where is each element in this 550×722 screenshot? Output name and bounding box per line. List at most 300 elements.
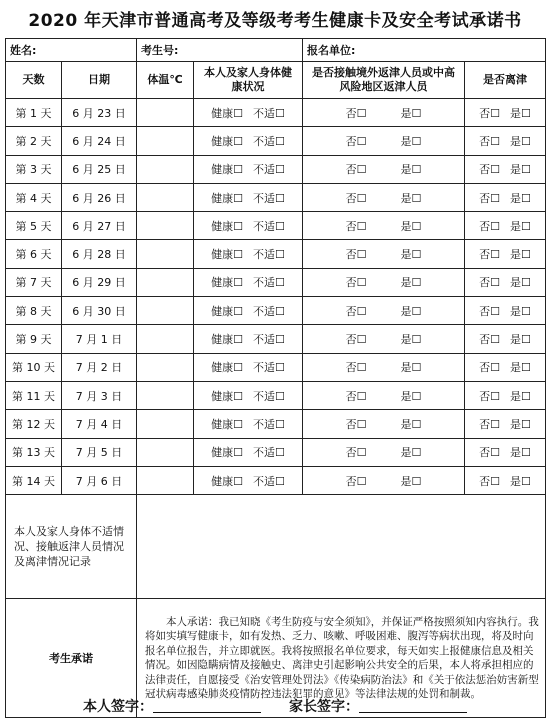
contact-no-option-label: 否 bbox=[345, 106, 357, 120]
checkbox-icon[interactable]: ☐ bbox=[490, 361, 500, 375]
healthy-option[interactable] bbox=[211, 303, 243, 319]
checkbox-icon[interactable]: ☐ bbox=[275, 276, 285, 290]
checkbox-icon[interactable]: ☐ bbox=[521, 333, 531, 347]
contact-yes-option-label: 是 bbox=[400, 304, 412, 318]
contact-yes-option[interactable] bbox=[401, 303, 422, 319]
checkbox-icon[interactable]: ☐ bbox=[233, 361, 243, 375]
temperature-cell[interactable] bbox=[137, 127, 194, 155]
parent-signature-line[interactable] bbox=[359, 712, 467, 713]
contact-no-option[interactable] bbox=[346, 444, 367, 460]
checkbox-icon[interactable]: ☐ bbox=[356, 474, 367, 488]
checkbox-icon[interactable]: ☐ bbox=[356, 191, 367, 205]
checkbox-icon[interactable]: ☐ bbox=[411, 219, 422, 233]
leave-no-option-label: 否 bbox=[479, 163, 491, 177]
healthy-option-label: 健康 bbox=[211, 219, 234, 233]
record-input-cell[interactable] bbox=[137, 495, 546, 599]
unwell-option[interactable] bbox=[253, 303, 285, 319]
contact-cell bbox=[303, 155, 465, 183]
healthy-option[interactable] bbox=[211, 161, 243, 177]
contact-no-option[interactable] bbox=[346, 331, 367, 347]
checkbox-icon[interactable]: ☐ bbox=[233, 446, 243, 460]
checkbox-icon[interactable]: ☐ bbox=[356, 163, 367, 177]
unwell-option-label: 不适 bbox=[253, 417, 275, 431]
contact-yes-option-label: 是 bbox=[400, 333, 412, 347]
date-cell: 6 月 24 日 bbox=[62, 127, 137, 155]
checkbox-icon[interactable]: ☐ bbox=[275, 191, 285, 205]
self-signature-line[interactable] bbox=[153, 712, 261, 713]
checkbox-icon[interactable]: ☐ bbox=[521, 163, 531, 177]
contact-no-option[interactable] bbox=[346, 274, 367, 290]
unwell-option-label: 不适 bbox=[253, 474, 275, 488]
contact-no-option[interactable] bbox=[346, 473, 367, 489]
leave-cell bbox=[465, 268, 546, 296]
leave-cell bbox=[465, 466, 546, 494]
contact-yes-option[interactable] bbox=[401, 218, 422, 234]
leave-no-option-label: 否 bbox=[479, 219, 491, 233]
leave-no-option[interactable] bbox=[479, 161, 500, 177]
checkbox-icon[interactable]: ☐ bbox=[490, 446, 500, 460]
checkbox-icon[interactable]: ☐ bbox=[490, 191, 500, 205]
leave-no-option-label: 否 bbox=[479, 304, 491, 318]
unwell-option-label: 不适 bbox=[253, 361, 275, 375]
exam-number-label: 考生号: bbox=[141, 44, 179, 57]
checkbox-icon[interactable]: ☐ bbox=[521, 474, 531, 488]
health-cell bbox=[194, 240, 303, 268]
leave-yes-option[interactable] bbox=[510, 218, 531, 234]
contact-yes-option-label: 是 bbox=[400, 106, 412, 120]
leave-yes-option-label: 是 bbox=[510, 417, 521, 431]
unwell-option-label: 不适 bbox=[253, 134, 275, 148]
temperature-cell[interactable] bbox=[137, 410, 194, 438]
contact-cell bbox=[303, 99, 465, 127]
checkbox-icon[interactable]: ☐ bbox=[233, 248, 243, 262]
contact-cell bbox=[303, 297, 465, 325]
checkbox-icon[interactable]: ☐ bbox=[275, 248, 285, 262]
healthy-option[interactable] bbox=[211, 105, 243, 121]
leave-no-option[interactable] bbox=[479, 274, 500, 290]
day-cell: 第 8 天 bbox=[6, 297, 62, 325]
day-cell: 第 13 天 bbox=[6, 438, 62, 466]
leave-no-option-label: 否 bbox=[479, 417, 491, 431]
healthy-option-label: 健康 bbox=[211, 276, 234, 290]
leave-yes-option[interactable] bbox=[510, 190, 531, 206]
name-label: 姓名: bbox=[10, 44, 37, 57]
checkbox-icon[interactable]: ☐ bbox=[521, 446, 531, 460]
contact-no-option-label: 否 bbox=[345, 446, 357, 460]
checkbox-icon[interactable]: ☐ bbox=[521, 276, 531, 290]
leave-yes-option[interactable] bbox=[510, 331, 531, 347]
table-row bbox=[6, 127, 546, 155]
contact-no-option-label: 否 bbox=[345, 333, 357, 347]
temperature-cell[interactable] bbox=[137, 297, 194, 325]
leave-no-option[interactable] bbox=[479, 359, 500, 375]
checkbox-icon[interactable]: ☐ bbox=[356, 134, 367, 148]
checkbox-icon[interactable]: ☐ bbox=[275, 163, 285, 177]
checkbox-icon[interactable]: ☐ bbox=[356, 361, 367, 375]
day-cell: 第 9 天 bbox=[6, 325, 62, 353]
leave-yes-option[interactable] bbox=[510, 416, 531, 432]
unwell-option[interactable] bbox=[253, 218, 285, 234]
leave-yes-option-label: 是 bbox=[510, 248, 521, 262]
healthy-option[interactable] bbox=[211, 274, 243, 290]
healthy-option-label: 健康 bbox=[211, 333, 234, 347]
checkbox-icon[interactable]: ☐ bbox=[490, 276, 500, 290]
checkbox-icon[interactable]: ☐ bbox=[411, 134, 422, 148]
checkbox-icon[interactable]: ☐ bbox=[411, 304, 422, 318]
contact-yes-option-label: 是 bbox=[400, 219, 412, 233]
healthy-option[interactable] bbox=[211, 133, 243, 149]
temperature-cell[interactable] bbox=[137, 325, 194, 353]
leave-no-option-label: 否 bbox=[479, 276, 491, 290]
checkbox-icon[interactable]: ☐ bbox=[275, 219, 285, 233]
temperature-cell[interactable] bbox=[137, 268, 194, 296]
healthy-option[interactable] bbox=[211, 388, 243, 404]
healthy-option-label: 健康 bbox=[211, 304, 234, 318]
checkbox-icon[interactable]: ☐ bbox=[411, 446, 422, 460]
contact-no-option-label: 否 bbox=[345, 248, 357, 262]
header-contact bbox=[303, 62, 465, 99]
contact-no-option[interactable] bbox=[346, 218, 367, 234]
checkbox-icon[interactable]: ☐ bbox=[356, 248, 367, 262]
checkbox-icon[interactable]: ☐ bbox=[233, 276, 243, 290]
healthy-option[interactable] bbox=[211, 416, 243, 432]
checkbox-icon[interactable]: ☐ bbox=[521, 361, 531, 375]
checkbox-icon[interactable]: ☐ bbox=[411, 248, 422, 262]
healthy-option-label: 健康 bbox=[211, 106, 234, 120]
header-day: 天数 bbox=[6, 62, 62, 99]
temperature-cell[interactable] bbox=[137, 438, 194, 466]
temperature-cell[interactable] bbox=[137, 353, 194, 381]
leave-yes-option-label: 是 bbox=[510, 276, 521, 290]
checkbox-icon[interactable]: ☐ bbox=[275, 106, 285, 120]
leave-yes-option-label: 是 bbox=[510, 446, 521, 460]
health-card-table bbox=[5, 38, 546, 718]
checkbox-icon[interactable]: ☐ bbox=[356, 333, 367, 347]
leave-no-option[interactable] bbox=[479, 388, 500, 404]
contact-yes-option-label: 是 bbox=[400, 163, 412, 177]
healthy-option[interactable] bbox=[211, 359, 243, 375]
contact-yes-option-label: 是 bbox=[400, 417, 412, 431]
leave-yes-option[interactable] bbox=[510, 246, 531, 262]
leave-yes-option[interactable] bbox=[510, 303, 531, 319]
checkbox-icon[interactable]: ☐ bbox=[490, 474, 500, 488]
leave-yes-option[interactable] bbox=[510, 473, 531, 489]
registration-unit-field[interactable] bbox=[303, 39, 546, 62]
contact-no-option-label: 否 bbox=[345, 361, 357, 375]
checkbox-icon[interactable]: ☐ bbox=[411, 106, 422, 120]
healthy-option-label: 健康 bbox=[211, 248, 234, 262]
contact-no-option[interactable] bbox=[346, 105, 367, 121]
healthy-option-label: 健康 bbox=[211, 417, 234, 431]
contact-no-option[interactable] bbox=[346, 161, 367, 177]
unwell-option[interactable] bbox=[253, 161, 285, 177]
day-cell: 第 2 天 bbox=[6, 127, 62, 155]
unwell-option[interactable] bbox=[253, 444, 285, 460]
leave-yes-option-label: 是 bbox=[510, 333, 521, 347]
leave-cell bbox=[465, 212, 546, 240]
contact-yes-option[interactable] bbox=[401, 416, 422, 432]
healthy-option-label: 健康 bbox=[211, 191, 234, 205]
contact-cell bbox=[303, 353, 465, 381]
checkbox-icon[interactable]: ☐ bbox=[490, 248, 500, 262]
leave-no-option[interactable] bbox=[479, 105, 500, 121]
contact-no-option[interactable] bbox=[346, 359, 367, 375]
contact-yes-option[interactable] bbox=[401, 161, 422, 177]
contact-yes-option[interactable] bbox=[401, 190, 422, 206]
contact-no-option-label: 否 bbox=[345, 304, 357, 318]
table-row bbox=[6, 353, 546, 381]
header-date: 日期 bbox=[62, 62, 137, 99]
checkbox-icon[interactable]: ☐ bbox=[233, 417, 243, 431]
health-cell bbox=[194, 297, 303, 325]
unwell-option[interactable] bbox=[253, 274, 285, 290]
checkbox-icon[interactable]: ☐ bbox=[356, 106, 367, 120]
date-cell: 6 月 23 日 bbox=[62, 99, 137, 127]
contact-no-option-label: 否 bbox=[345, 134, 357, 148]
unwell-option[interactable] bbox=[253, 133, 285, 149]
contact-yes-option-label: 是 bbox=[400, 361, 412, 375]
healthy-option[interactable] bbox=[211, 218, 243, 234]
health-cell bbox=[194, 212, 303, 240]
temperature-cell[interactable] bbox=[137, 155, 194, 183]
leave-no-option[interactable] bbox=[479, 331, 500, 347]
leave-no-option[interactable] bbox=[479, 133, 500, 149]
checkbox-icon[interactable]: ☐ bbox=[411, 276, 422, 290]
contact-no-option[interactable] bbox=[346, 388, 367, 404]
checkbox-icon[interactable]: ☐ bbox=[233, 389, 243, 403]
checkbox-icon[interactable]: ☐ bbox=[233, 333, 243, 347]
leave-yes-option[interactable] bbox=[510, 388, 531, 404]
checkbox-icon[interactable]: ☐ bbox=[275, 361, 285, 375]
leave-cell bbox=[465, 325, 546, 353]
healthy-option[interactable] bbox=[211, 473, 243, 489]
checkbox-icon[interactable]: ☐ bbox=[521, 389, 531, 403]
checkbox-icon[interactable]: ☐ bbox=[275, 474, 285, 488]
checkbox-icon[interactable]: ☐ bbox=[490, 106, 500, 120]
checkbox-icon[interactable]: ☐ bbox=[233, 474, 243, 488]
checkbox-icon[interactable]: ☐ bbox=[521, 304, 531, 318]
contact-no-option[interactable] bbox=[346, 190, 367, 206]
leave-yes-option-label: 是 bbox=[510, 219, 521, 233]
checkbox-icon[interactable]: ☐ bbox=[411, 163, 422, 177]
checkbox-icon[interactable]: ☐ bbox=[275, 304, 285, 318]
checkbox-icon[interactable]: ☐ bbox=[411, 361, 422, 375]
checkbox-icon[interactable]: ☐ bbox=[356, 389, 367, 403]
leave-yes-option[interactable] bbox=[510, 161, 531, 177]
checkbox-icon[interactable]: ☐ bbox=[490, 134, 500, 148]
checkbox-icon[interactable]: ☐ bbox=[356, 417, 367, 431]
healthy-option[interactable] bbox=[211, 444, 243, 460]
contact-cell bbox=[303, 438, 465, 466]
leave-no-option[interactable] bbox=[479, 473, 500, 489]
checkbox-icon[interactable]: ☐ bbox=[411, 333, 422, 347]
temperature-cell[interactable] bbox=[137, 99, 194, 127]
checkbox-icon[interactable]: ☐ bbox=[233, 134, 243, 148]
temperature-cell[interactable] bbox=[137, 212, 194, 240]
contact-yes-option[interactable] bbox=[401, 388, 422, 404]
contact-yes-option-label: 是 bbox=[400, 276, 412, 290]
unwell-option[interactable] bbox=[253, 359, 285, 375]
leave-no-option[interactable] bbox=[479, 190, 500, 206]
leave-yes-option[interactable] bbox=[510, 359, 531, 375]
header-health-text: 本人及家人身体健康状况 bbox=[204, 66, 292, 93]
header-contact-text: 是否接触境外返津人员或中高风险地区返津人员 bbox=[312, 66, 455, 93]
checkbox-icon[interactable]: ☐ bbox=[490, 417, 500, 431]
temperature-cell[interactable] bbox=[137, 240, 194, 268]
contact-yes-option-label: 是 bbox=[400, 191, 412, 205]
leave-cell bbox=[465, 438, 546, 466]
leave-yes-option-label: 是 bbox=[510, 163, 521, 177]
unwell-option[interactable] bbox=[253, 388, 285, 404]
contact-yes-option[interactable] bbox=[401, 246, 422, 262]
leave-no-option-label: 否 bbox=[479, 446, 491, 460]
unwell-option[interactable] bbox=[253, 246, 285, 262]
healthy-option[interactable] bbox=[211, 190, 243, 206]
leave-cell bbox=[465, 155, 546, 183]
checkbox-icon[interactable]: ☐ bbox=[356, 276, 367, 290]
checkbox-icon[interactable]: ☐ bbox=[275, 446, 285, 460]
leave-no-option[interactable] bbox=[479, 444, 500, 460]
contact-yes-option[interactable] bbox=[401, 133, 422, 149]
checkbox-icon[interactable]: ☐ bbox=[490, 333, 500, 347]
unwell-option-label: 不适 bbox=[253, 333, 275, 347]
health-cell bbox=[194, 466, 303, 494]
header-temperature: 体温℃ bbox=[137, 62, 194, 99]
checkbox-icon[interactable]: ☐ bbox=[275, 417, 285, 431]
leave-yes-option-label: 是 bbox=[510, 389, 521, 403]
health-cell bbox=[194, 438, 303, 466]
health-cell bbox=[194, 155, 303, 183]
healthy-option-label: 健康 bbox=[211, 389, 234, 403]
date-cell: 6 月 29 日 bbox=[62, 268, 137, 296]
unwell-option-label: 不适 bbox=[253, 446, 275, 460]
table-row bbox=[6, 466, 546, 494]
date-cell: 6 月 27 日 bbox=[62, 212, 137, 240]
temperature-cell[interactable] bbox=[137, 466, 194, 494]
date-cell: 7 月 1 日 bbox=[62, 325, 137, 353]
contact-yes-option-label: 是 bbox=[400, 446, 412, 460]
leave-no-option[interactable] bbox=[479, 416, 500, 432]
name-field[interactable] bbox=[6, 39, 137, 62]
unwell-option-label: 不适 bbox=[253, 191, 275, 205]
date-cell: 7 月 4 日 bbox=[62, 410, 137, 438]
unwell-option-label: 不适 bbox=[253, 389, 275, 403]
leave-no-option[interactable] bbox=[479, 303, 500, 319]
leave-yes-option-label: 是 bbox=[510, 361, 521, 375]
unwell-option-label: 不适 bbox=[253, 163, 275, 177]
checkbox-icon[interactable]: ☐ bbox=[411, 417, 422, 431]
exam-number-field[interactable] bbox=[137, 39, 303, 62]
contact-cell bbox=[303, 381, 465, 409]
leave-yes-option[interactable] bbox=[510, 105, 531, 121]
checkbox-icon[interactable]: ☐ bbox=[233, 304, 243, 318]
checkbox-icon[interactable]: ☐ bbox=[233, 219, 243, 233]
header-left-tianjin: 是否离津 bbox=[465, 62, 546, 99]
checkbox-icon[interactable]: ☐ bbox=[490, 389, 500, 403]
health-cell bbox=[194, 127, 303, 155]
leave-no-option-label: 否 bbox=[479, 389, 491, 403]
checkbox-icon[interactable]: ☐ bbox=[521, 248, 531, 262]
leave-yes-option[interactable] bbox=[510, 274, 531, 290]
unwell-option[interactable] bbox=[253, 331, 285, 347]
healthy-option[interactable] bbox=[211, 246, 243, 262]
checkbox-icon[interactable]: ☐ bbox=[233, 106, 243, 120]
checkbox-icon[interactable]: ☐ bbox=[521, 191, 531, 205]
healthy-option-label: 健康 bbox=[211, 134, 234, 148]
contact-yes-option[interactable] bbox=[401, 473, 422, 489]
unwell-option[interactable] bbox=[253, 190, 285, 206]
leave-cell bbox=[465, 410, 546, 438]
contact-yes-option[interactable] bbox=[401, 331, 422, 347]
health-cell bbox=[194, 268, 303, 296]
checkbox-icon[interactable]: ☐ bbox=[411, 474, 422, 488]
checkbox-icon[interactable]: ☐ bbox=[356, 219, 367, 233]
leave-yes-option[interactable] bbox=[510, 444, 531, 460]
record-label: 本人及家人身体不适情况、接触返津人员情况及离津情况记录 bbox=[14, 525, 124, 569]
checkbox-icon[interactable]: ☐ bbox=[411, 389, 422, 403]
date-cell: 6 月 30 日 bbox=[62, 297, 137, 325]
contact-no-option-label: 否 bbox=[345, 389, 357, 403]
contact-cell bbox=[303, 268, 465, 296]
checkbox-icon[interactable]: ☐ bbox=[233, 163, 243, 177]
table-row bbox=[6, 268, 546, 296]
temperature-cell[interactable] bbox=[137, 183, 194, 211]
checkbox-icon[interactable]: ☐ bbox=[275, 134, 285, 148]
contact-no-option[interactable] bbox=[346, 416, 367, 432]
checkbox-icon[interactable]: ☐ bbox=[521, 219, 531, 233]
contact-yes-option[interactable] bbox=[401, 444, 422, 460]
contact-yes-option[interactable] bbox=[401, 274, 422, 290]
leave-yes-option[interactable] bbox=[510, 133, 531, 149]
pledge-text: 本人承诺：我已知晓《考生防疫与安全须知》，并保证严格按照须知内容执行。我将如实填写健康卡，如有发热、乏力、咳嗽、呼吸困难、腹泻等病状出现，将及时向报名单位报告，并立即就医。我将按照报名单位要求，每天如实上报健康信息及相关情况。如因隐瞒病情及接触史、离津史引起影响公共安全的后果，本人将承担相应的法律责任，自愿接受《治安管理处罚法》《传染病防治法》和《关于依法惩治妨害新型冠状病毒感染肺炎疫情防控违法犯罪的意见》等法律法规的处罚和制裁。 bbox=[145, 615, 539, 701]
contact-no-option[interactable] bbox=[346, 246, 367, 262]
healthy-option[interactable] bbox=[211, 331, 243, 347]
checkbox-icon[interactable]: ☐ bbox=[411, 191, 422, 205]
checkbox-icon[interactable]: ☐ bbox=[275, 333, 285, 347]
checkbox-icon[interactable]: ☐ bbox=[521, 106, 531, 120]
table-row bbox=[6, 155, 546, 183]
unwell-option[interactable] bbox=[253, 416, 285, 432]
leave-no-option[interactable] bbox=[479, 218, 500, 234]
temperature-cell[interactable] bbox=[137, 381, 194, 409]
contact-no-option-label: 否 bbox=[345, 191, 357, 205]
contact-no-option[interactable] bbox=[346, 303, 367, 319]
contact-yes-option-label: 是 bbox=[400, 134, 412, 148]
day-cell: 第 1 天 bbox=[6, 99, 62, 127]
unwell-option[interactable] bbox=[253, 105, 285, 121]
contact-no-option[interactable] bbox=[346, 133, 367, 149]
checkbox-icon[interactable]: ☐ bbox=[490, 304, 500, 318]
checkbox-icon[interactable]: ☐ bbox=[356, 446, 367, 460]
checkbox-icon[interactable]: ☐ bbox=[233, 191, 243, 205]
unwell-option[interactable] bbox=[253, 473, 285, 489]
healthy-option-label: 健康 bbox=[211, 163, 234, 177]
record-label-cell bbox=[6, 495, 137, 599]
checkbox-icon[interactable]: ☐ bbox=[356, 304, 367, 318]
checkbox-icon[interactable]: ☐ bbox=[521, 134, 531, 148]
leave-cell bbox=[465, 99, 546, 127]
checkbox-icon[interactable]: ☐ bbox=[490, 219, 500, 233]
checkbox-icon[interactable]: ☐ bbox=[490, 163, 500, 177]
contact-cell bbox=[303, 410, 465, 438]
contact-yes-option[interactable] bbox=[401, 105, 422, 121]
pledge-label: 考生承诺 bbox=[6, 599, 137, 718]
contact-yes-option[interactable] bbox=[401, 359, 422, 375]
registration-unit-label: 报名单位: bbox=[307, 44, 356, 57]
leave-no-option[interactable] bbox=[479, 246, 500, 262]
checkbox-icon[interactable]: ☐ bbox=[521, 417, 531, 431]
checkbox-icon[interactable]: ☐ bbox=[275, 389, 285, 403]
